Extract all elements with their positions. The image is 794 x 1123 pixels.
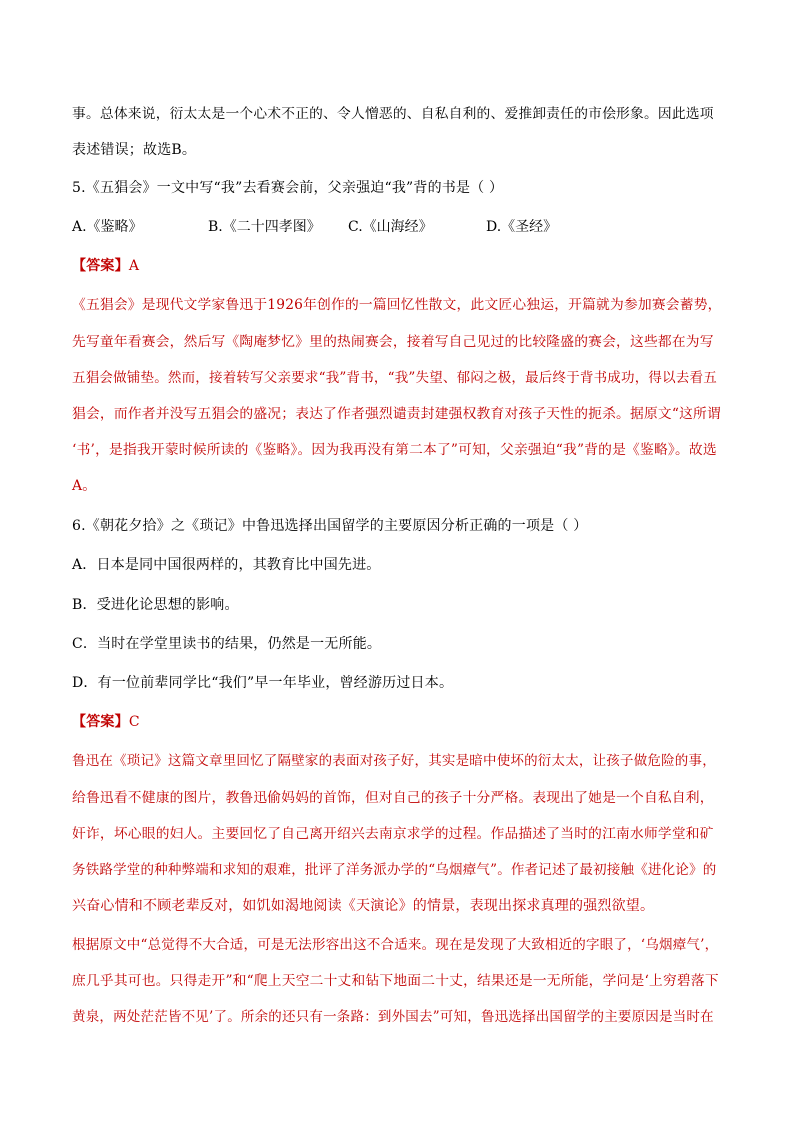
q6-answer-label: 【答案】 [72,714,129,730]
q6-explanation-line-8: 黄泉，两处茫茫皆不见’了。所余的还只有一条路：到外国去”可知，鲁迅选择出国留学的主要原因是当时在 [72,1009,714,1025]
q6-explanation-line-5: 兴奋心情和不顾老辈反对，如饥如渴地阅读《天演论》的情景，表现出探求真理的强烈欲望。 [72,898,655,914]
q5-option-c: C.《山海经》 [348,219,433,235]
q5-answer [72,257,139,275]
q6-option-a: A．日本是同中国很两样的，其教育比中国先进。 [72,557,381,573]
q6-option-c: C．当时在学堂里读书的结果，仍然是一无所能。 [72,636,382,652]
q5-explanation-line-5: ‘书’，是指我开蒙时候所读的《鉴略》。因为我再没有第二本了”可知，父亲强迫“我”背的是《鉴略》。故选 [72,442,717,458]
q5-explanation-line-2: 先写童年看赛会，然后写《陶庵梦忆》里的热闹赛会，接着写自己见过的比较隆盛的赛会，这些都在为写 [72,334,714,350]
q6-answer-value: C [128,714,140,730]
q6-option-b: B．受进化论思想的影响。 [72,597,239,613]
q6-explanation-line-3: 奸诈，坏心眼的妇人。主要回忆了自己离开绍兴去南京求学的过程。作品描述了当时的江南水师学堂和矿 [72,826,714,842]
q6-answer [72,713,140,731]
q5-option-d: D.《圣经》 [486,219,558,235]
q6-stem: 6.《朝花夕拾》之《琐记》中鲁迅选择出国留学的主要原因分析正确的一项是（ ） [72,518,588,534]
q5-explanation-line-1: 《五猖会》是现代文学家鲁迅于1926年创作的一篇回忆性散文，此文匠心独运，开篇就为参加赛会蓄势， [72,297,722,313]
q5-option-a: A.《鉴略》 [72,219,143,235]
q5-option-b: B.《二十四孝图》 [208,219,321,235]
prev-explanation-line-2: 表述错误；故选B。 [72,142,197,158]
prev-explanation-line-1: 事。总体来说，衍太太是一个心术不正的、令人憎恶的、自私自利的、爱推卸责任的市侩形象。因此选项 [72,106,714,122]
q6-option-d: D．有一位前辈同学比“我们”早一年毕业，曾经游历过日本。 [72,675,454,691]
q6-explanation-line-1: 鲁迅在《琐记》这篇文章里回忆了隔壁家的表面对孩子好，其实是暗中使坏的衍太太，让孩子做危险的事， [72,753,716,769]
q5-answer-label: 【答案】 [72,258,129,274]
q5-explanation-line-6: A。 [72,478,97,494]
q6-explanation-line-7: 庶几乎其可也。只得走开”和“爬上天空二十丈和钻下地面二十丈，结果还是一无所能，学问是‘上穷碧落下 [72,973,719,989]
q5-explanation-line-3: 五猖会做铺垫。然而，接着转写父亲要求“我”背书，“我”失望、郁闷之极，最后终于背书成功，得以去看五 [72,370,717,386]
q5-answer-value: A [128,258,140,274]
q5-stem: 5.《五猖会》一文中写“我”去看赛会前，父亲强迫“我”背的书是（ ） [72,180,504,196]
q6-explanation-line-6: 根据原文中“总觉得不大合适，可是无法形容出这不合适来。现在是发现了大致相近的字眼了，‘乌烟瘴气’， [72,937,719,953]
q6-explanation-line-2: 给鲁迅看不健康的图片，教鲁迅偷妈妈的首饰，但对自己的孩子十分严格。表现出了她是一个自私自利， [72,790,714,806]
q5-explanation-line-4: 猖会，而作者并没写五猖会的盛况；表达了作者强烈谴责封建强权教育对孩子天性的扼杀。据原文“这所谓 [72,406,721,422]
q6-explanation-line-4: 务铁路学堂的种种弊端和求知的艰难，批评了洋务派办学的“乌烟瘴气”。作者记述了最初接触《进化论》的 [72,862,717,878]
